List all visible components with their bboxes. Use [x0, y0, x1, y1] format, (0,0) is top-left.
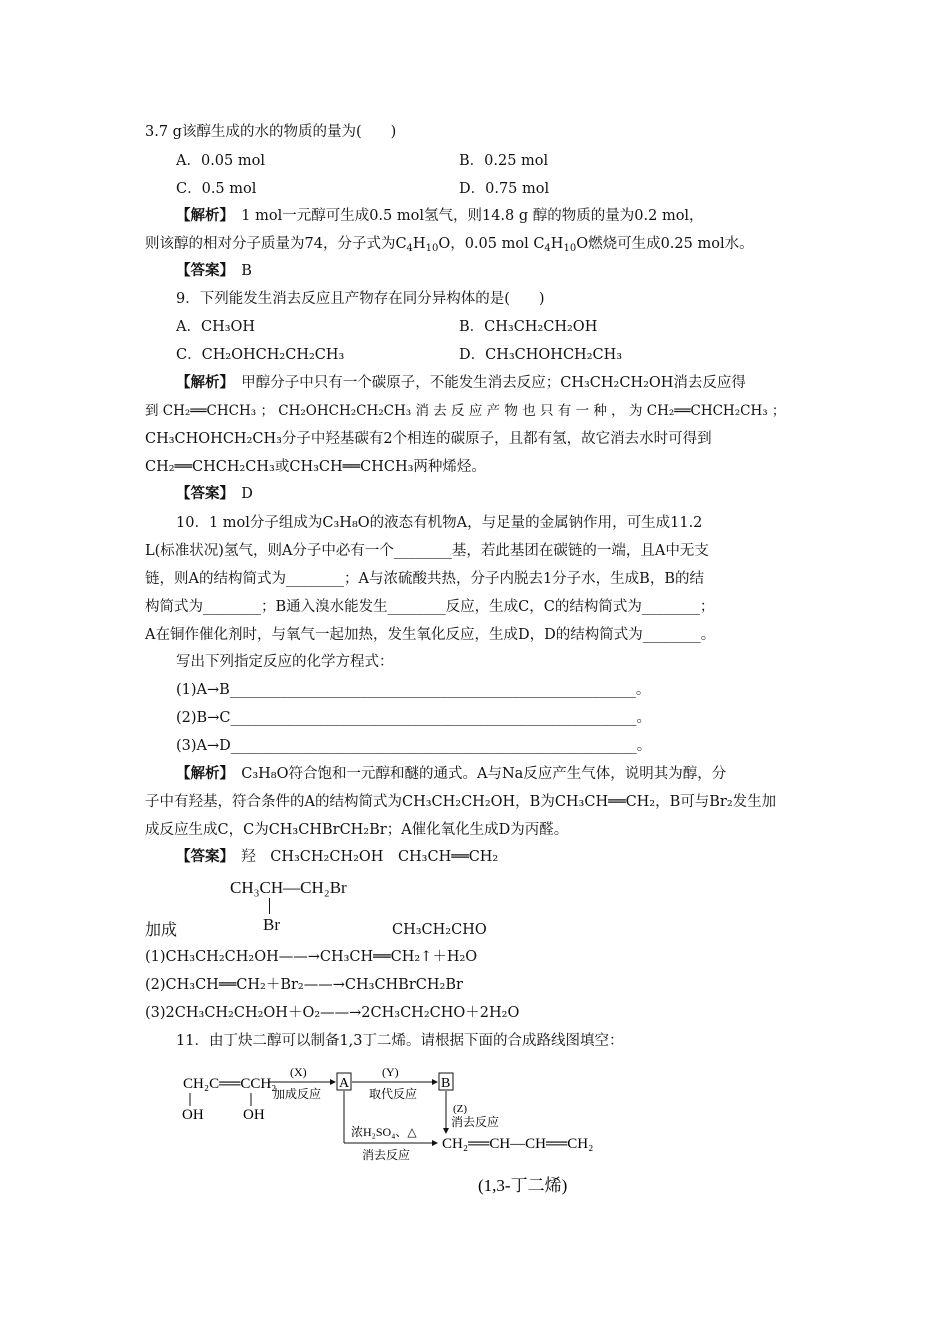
box-a-label: A [339, 1076, 350, 1091]
q9-analysis-line-1: 【解析】 甲醇分子中只有一个碳原子，不能发生消去反应；CH₃CH₂CH₂OH消去反应得 [176, 375, 746, 391]
q10-analysis-line-1: 【解析】 C₃H₈O符合饱和一元醇和醚的通式。A与Na反应产生气体，说明其为醇，分 [176, 766, 727, 782]
analysis-tag: 【解析】 [176, 766, 227, 782]
q10-answer-line: 【答案】 羟 CH₃CH₂CH₂OH CH₃CH══CH₂ [176, 849, 499, 865]
propanal-formula: CH₃CH₂CHO [392, 922, 487, 938]
oh-group-right: OH [243, 1107, 265, 1123]
arrow-x-head [330, 1079, 336, 1085]
q9-option-d: D．CH₃CHOHCH₂CH₃ [459, 347, 623, 363]
butadiene-name: (1,3-丁二烯) [478, 1176, 568, 1195]
analysis-tag: 【解析】 [176, 208, 227, 224]
q8-analysis-line-1: 【解析】 1 mol一元醇可生成0.5 mol氢气，则14.8 g 醇的物质的量为0.2 mol， [176, 208, 704, 224]
q9-option-c: C．CH₂OHCH₂CH₂CH₃ [176, 347, 345, 363]
q10-equation-blank-1: (1)A→B________________________________________________________。 [176, 682, 651, 698]
q8-answer: B [241, 263, 252, 279]
answer-equation-1: (1)CH₃CH₂CH₂OH——→CH₃CH══CH₂↑＋H₂O [145, 949, 478, 965]
conc-sulfuric-acid-label: 浓H₂SO₄、△ [351, 1125, 417, 1139]
reagent-z-label: (Z) [453, 1103, 468, 1115]
q8-stem-tail: 3.7 g该醇生成的水的物质的量为( ) [145, 124, 397, 140]
analysis-tag: 【解析】 [176, 375, 227, 391]
elimination-reaction-label-z: 消去反应 [451, 1115, 500, 1129]
q10-stem-line-3: 链，则A的结构简式为________；A与浓硫酸共热，分子内脱去1分子水，生成B，B的结 [145, 571, 704, 587]
box-b-label: B [441, 1076, 451, 1091]
arrow-z-head [443, 1128, 449, 1134]
q11-stem: 11．由丁炔二醇可以制备1,3丁二烯。请根据下面的合成路线图填空： [176, 1033, 624, 1049]
butadiene-formula: CH₂══CH—CH══CH₂ [442, 1136, 594, 1152]
addition-reaction-label: 加成反应 [273, 1087, 322, 1101]
q9-analysis-line-2: 到 CH₂══CHCH₃ ； CH₂OHCH₂CH₂CH₃ 消 去 反 应 产 物 也 只 有 一 种 ， 为 CH₂══CHCH₂CH₃ ； [145, 403, 786, 419]
q10-equation-blank-2: (2)B→C________________________________________________________。 [176, 710, 651, 726]
butynediol-formula: CH₂C══CCH₂ [183, 1076, 277, 1092]
q8-option-c: C．0.5 mol [176, 181, 257, 197]
q9-analysis-line-4: CH₂══CHCH₂CH₃或CH₃CH══CHCH₃两种烯烃。 [145, 459, 486, 475]
dibromide-br-substituent: Br [263, 915, 280, 934]
q8-option-d: D．0.75 mol [459, 181, 550, 197]
q9-option-b: B．CH₃CH₂CH₂OH [459, 319, 598, 335]
q8-analysis-line-2: 则该醇的相对分子质量为74，分子式为$C_4H_{10}O$，0.05 mol $C_4H_{10}O$燃烧可生成0.25 mol水。 [145, 236, 754, 254]
addition-label: 加成 [145, 920, 178, 939]
q8-option-b: B．0.25 mol [459, 153, 549, 169]
dibromide-structure: CH₃CH—CH₂Br [230, 878, 347, 897]
answer-tag: 【答案】 [176, 263, 227, 279]
answer-tag: 【答案】 [176, 849, 227, 865]
q10-stem-line-2: L(标准状况)氢气，则A分子中必有一个________基，若此基团在碳链的一端，且A中无支 [145, 543, 709, 559]
q10-analysis-line-2: 子中有羟基，符合条件的A的结构简式为CH₃CH₂CH₂OH，B为CH₃CH══CH₂，B可与Br₂发生加 [145, 794, 777, 810]
answer-equation-3: (3)2CH₃CH₂CH₂OH＋O₂——→2CH₃CH₂CHO＋2H₂O [145, 1005, 520, 1021]
q8-option-a: A．0.05 mol [176, 153, 265, 169]
q10-analysis-line-3: 成反应生成C，C为CH₃CHBrCH₂Br；A催化氧化生成D为丙醛。 [145, 822, 569, 838]
reagent-x-label: (X) [290, 1065, 307, 1079]
q9-option-a: A．CH₃OH [176, 319, 256, 335]
q10-stem-line-1: 10．1 mol分子组成为C₃H₈O的液态有机物A，与足量的金属钠作用，可生成11.2 [176, 515, 703, 531]
q9-stem: 9．下列能发生消去反应且产物存在同分异构体的是( ) [176, 291, 545, 307]
q10-write-equations: 写出下列指定反应的化学方程式： [176, 654, 394, 670]
reagent-y-label: (Y) [382, 1065, 399, 1079]
arrow-y-head [432, 1079, 438, 1085]
oh-group-left: OH [182, 1107, 204, 1123]
q9-analysis-line-3: CH₃CHOHCH₂CH₃分子中羟基碳有2个相连的碳原子，且都有氢，故它消去水时可得到 [145, 431, 712, 447]
elimination-reaction-label: 消去反应 [362, 1148, 411, 1162]
q10-equation-blank-3: (3)A→D________________________________________________________。 [176, 738, 652, 754]
arrow-h2so4-head [432, 1140, 438, 1146]
q9-answer: D [241, 486, 253, 502]
answer-tag: 【答案】 [176, 486, 227, 502]
q10-stem-line-4: 构简式为________；B通入溴水能发生________反应，生成C，C的结构简式为________； [145, 599, 715, 615]
answer-equation-2: (2)CH₃CH══CH₂＋Br₂——→CH₃CHBrCH₂Br [145, 977, 463, 993]
q10-stem-line-5: A在铜作催化剂时，与氧气一起加热，发生氧化反应，生成D，D的结构简式为________。 [145, 627, 716, 643]
substitution-reaction-label: 取代反应 [369, 1087, 418, 1101]
